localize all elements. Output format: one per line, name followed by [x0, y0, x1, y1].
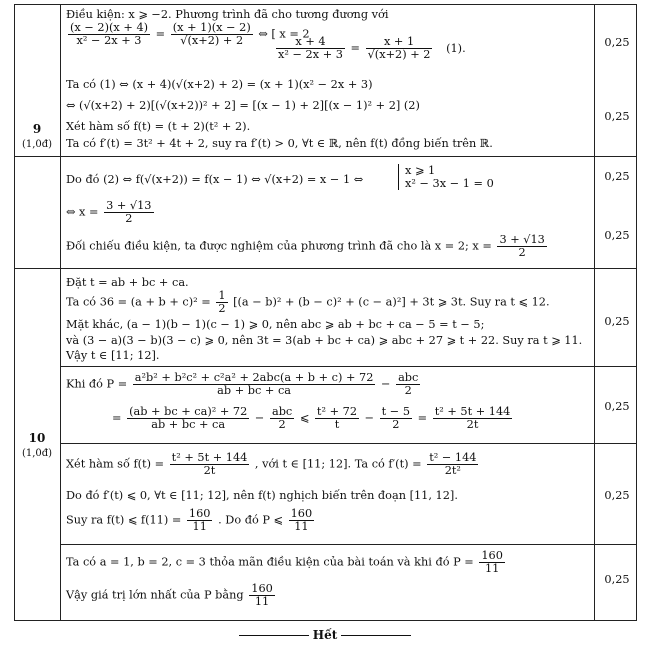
- row-border: [14, 268, 637, 269]
- denominator: √(x+2) + 2: [180, 34, 244, 47]
- text: [(a − b)² + (b − c)² + (c − a)²] + 3t ⩾ 3t. Suy ra t ⩽ 12.: [233, 295, 550, 309]
- text: ⇔ x =: [66, 205, 99, 219]
- numerator: t − 5: [381, 405, 411, 418]
- solution-line: [66, 583, 277, 608]
- denominator: ab + bc + ca: [151, 418, 226, 431]
- text: Vậy giá trị lớn nhất của P bằng: [66, 588, 244, 602]
- denominator: 2t: [203, 464, 216, 477]
- denominator: 11: [294, 520, 309, 533]
- numerator: 160: [481, 549, 503, 562]
- denominator: √(x+2) + 2: [367, 48, 431, 61]
- equals: =: [112, 411, 122, 425]
- minus: −: [254, 411, 265, 425]
- rule: [341, 635, 411, 636]
- text: Đối chiếu điều kiện, ta được nghiệm của phương trình đã cho là x = 2; x =: [66, 239, 492, 253]
- solution-line: [112, 406, 514, 431]
- solution-line: ⇔ (√(x+2) + 2)[(√(x+2))² + 2] = [(x − 1) + 2][(x − 1)² + 2] (2): [66, 99, 420, 112]
- text: Ta có 36 = (a + b + c)² =: [66, 295, 211, 309]
- table-border-right: [636, 4, 637, 621]
- solution-line: [66, 550, 507, 575]
- question-number: 9: [32, 122, 42, 136]
- system: [398, 164, 494, 190]
- solution-line: Ta có f′(t) = 3t² + 4t + 2, suy ra f′(t) > 0, ∀t ∈ ℝ, nên f(t) đồng biến trên ℝ.: [66, 137, 493, 150]
- denominator: t: [334, 418, 340, 431]
- numerator: 1: [218, 289, 226, 302]
- system-line: x ⩾ 1: [405, 164, 436, 177]
- solution-line: và (3 − a)(3 − b)(3 − c) ⩾ 0, nên 3t = 3(ab + bc + ca) ⩾ abc + 27 ⩾ t + 22. Suy ra t ⩾ 11.: [66, 334, 583, 347]
- solution-line: Do đó f′(t) ⩽ 0, ∀t ∈ [11; 12], nên f(t) nghịch biến trên đoạn [11, 12].: [66, 489, 458, 502]
- minus: −: [381, 377, 391, 391]
- numerator: t² − 144: [429, 451, 477, 464]
- question-points: (1,0đ): [21, 448, 53, 459]
- denominator: 2: [218, 302, 226, 315]
- numerator: 3 + √13: [499, 233, 545, 246]
- denominator: x² − 2x + 3: [278, 48, 343, 61]
- solution-line: Đặt t = ab + bc + ca.: [66, 276, 189, 289]
- text: Suy ra f(t) ⩽ f(11) =: [66, 513, 182, 527]
- question-number: 10: [28, 431, 46, 445]
- row-border: [14, 156, 637, 157]
- denominator: 11: [254, 595, 270, 608]
- denominator: 11: [192, 520, 207, 533]
- minus: −: [364, 411, 375, 425]
- denominator: x² − 2x + 3: [76, 34, 142, 47]
- equation-label: (1).: [446, 41, 466, 55]
- table-border-col2: [594, 4, 595, 621]
- score: 0,25: [604, 400, 630, 413]
- end-text: Hết: [312, 628, 338, 642]
- question-points: (1,0đ): [21, 139, 53, 150]
- row-border: [60, 544, 637, 545]
- denominator: 2t: [466, 418, 479, 431]
- numerator: 160: [290, 507, 313, 520]
- score: 0,25: [604, 573, 630, 586]
- text: Xét hàm số f(t) =: [66, 457, 165, 471]
- numerator: (ab + bc + ca)² + 72: [129, 405, 248, 418]
- table-border-col1: [60, 4, 61, 621]
- score: 0,25: [604, 489, 630, 502]
- text: Khi đó P =: [66, 377, 128, 391]
- numerator: t² + 5t + 144: [434, 405, 511, 418]
- denominator: 2: [278, 418, 286, 431]
- solution-line: [66, 452, 480, 477]
- solution-line: [66, 234, 549, 259]
- numerator: x + 1: [366, 36, 433, 49]
- score: 0,25: [604, 110, 630, 123]
- end-marker: [0, 628, 650, 642]
- table-border-left: [14, 4, 15, 621]
- solution-line: Ta có (1) ⇔ (x + 4)(√(x+2) + 2) = (x + 1)(x² − 2x + 3): [66, 78, 373, 91]
- equals: =: [155, 27, 166, 41]
- row-border: [60, 366, 637, 367]
- row-border: [14, 4, 637, 5]
- solution-line: Mặt khác, (a − 1)(b − 1)(c − 1) ⩾ 0, nên abc ⩾ ab + bc + ca − 5 = t − 5;: [66, 318, 485, 331]
- solution-line: [66, 372, 422, 397]
- solution-line: [66, 290, 550, 315]
- denominator: 2: [392, 418, 400, 431]
- solution-line: Do đó (2) ⇔ f(√(x+2)) = f(x − 1) ⇔ √(x+2) = x − 1 ⇔: [66, 173, 364, 186]
- numerator: t² + 5t + 144: [171, 451, 248, 464]
- score: 0,25: [604, 170, 630, 183]
- row-border: [60, 443, 637, 444]
- numerator: x + 4: [276, 36, 345, 49]
- denominator: 2: [404, 384, 412, 397]
- numerator: 160: [251, 582, 273, 595]
- solution-line: [66, 200, 156, 225]
- denominator: 2t²: [444, 464, 461, 477]
- denominator: ab + bc + ca: [217, 384, 292, 397]
- equals: =: [417, 411, 428, 425]
- score: 0,25: [604, 315, 630, 328]
- score: 0,25: [604, 229, 630, 242]
- text: Ta có a = 1, b = 2, c = 3 thỏa mãn điều kiện của bài toán và khi đó P =: [66, 555, 474, 569]
- system-line: x² − 3x − 1 = 0: [405, 177, 494, 190]
- text: . Do đó P ⩽: [218, 513, 283, 527]
- numerator: (x + 1)(x − 2): [172, 21, 251, 34]
- numerator: 160: [188, 507, 211, 520]
- rule: [239, 635, 309, 636]
- numerator: abc: [271, 405, 293, 418]
- numerator: (x − 2)(x + 4): [70, 21, 149, 34]
- solution-line: Xét hàm số f(t) = (t + 2)(t² + 2).: [66, 120, 251, 133]
- denominator: 2: [125, 212, 133, 225]
- numerator: abc: [398, 371, 419, 384]
- equals: =: [350, 41, 361, 55]
- denominator: 2: [518, 246, 526, 259]
- solution-line: Điều kiện: x ⩾ −2. Phương trình đã cho tương đương với: [66, 8, 389, 21]
- text: , với t ∈ [11; 12]. Ta có f′(t) =: [254, 457, 422, 471]
- numerator: 3 + √13: [106, 199, 152, 212]
- numerator: a²b² + b²c² + c²a² + 2abc(a + b + c) + 72: [134, 371, 374, 384]
- row-border: [14, 620, 637, 621]
- equation-case: [274, 36, 466, 61]
- solution-line: [66, 508, 316, 533]
- score: 0,25: [604, 36, 630, 49]
- numerator: t² + 72: [316, 405, 358, 418]
- denominator: 11: [484, 562, 500, 575]
- equivalence: ⇔ [ x = 2: [258, 27, 310, 41]
- leq: ⩽: [299, 411, 310, 425]
- solution-line: Vậy t ∈ [11; 12].: [66, 349, 160, 362]
